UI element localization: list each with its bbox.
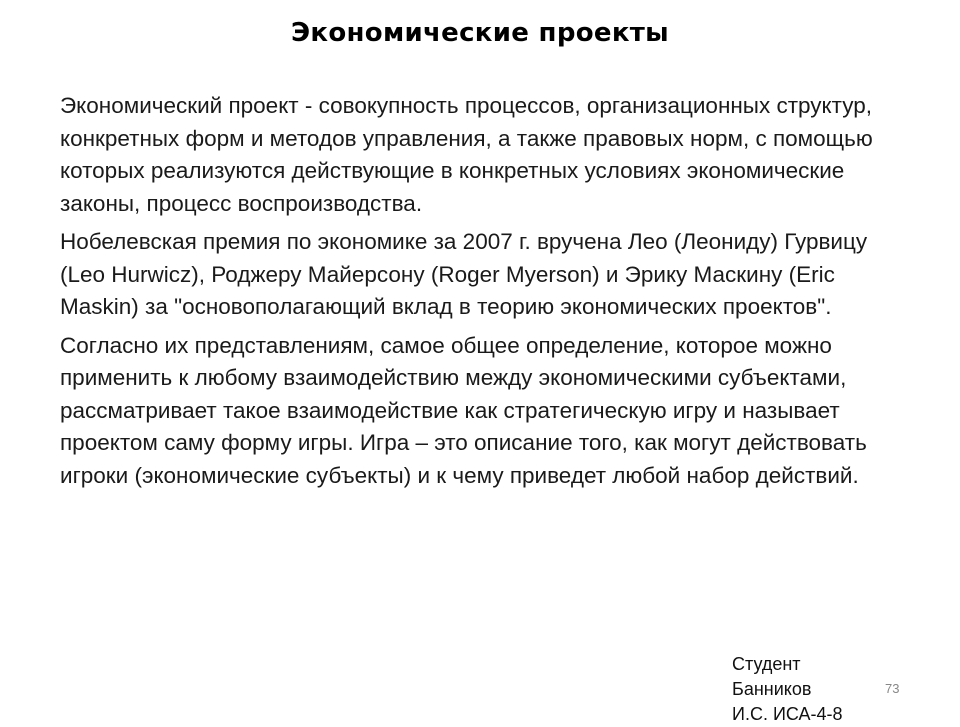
paragraph-game-definition: Согласно их представлениям, самое общее определение, которое можно применить к любому взаимодействию между экономическими субъектами, рассматривает такое взаимодействие как стратегическую игру и называет проектом саму форму игры. Игра – это описание того, как могут действовать игроки (экономические субъекты) и к чему приведет любой набор действий.	[60, 332, 867, 488]
slide-body	[60, 90, 890, 498]
slide-title: Экономические проекты	[291, 18, 669, 48]
paragraph-nobel-prize: Нобелевская премия по экономике за 2007 г. вручена Лео (Леониду) Гурвицу (Leo Hurwicz), Роджеру Майерсону (Roger Myerson) и Эрику Маскину (Eric Maskin) за "основополагающий вклад в теорию экономических проектов".	[60, 229, 868, 319]
page-number: 73	[885, 681, 900, 696]
author-credit	[732, 652, 882, 727]
paragraph-definition: Экономический проект - совокупность процессов, организационных структур, конкретных форм и методов управления, а также правовых норм, с помощью которых реализуются действующие в конкретных условиях экономические законы, процесс воспроизводства.	[60, 93, 873, 216]
author-line-2: И.С. ИСА-4-8	[732, 704, 843, 724]
author-line-1: Студент Банников	[732, 654, 812, 699]
